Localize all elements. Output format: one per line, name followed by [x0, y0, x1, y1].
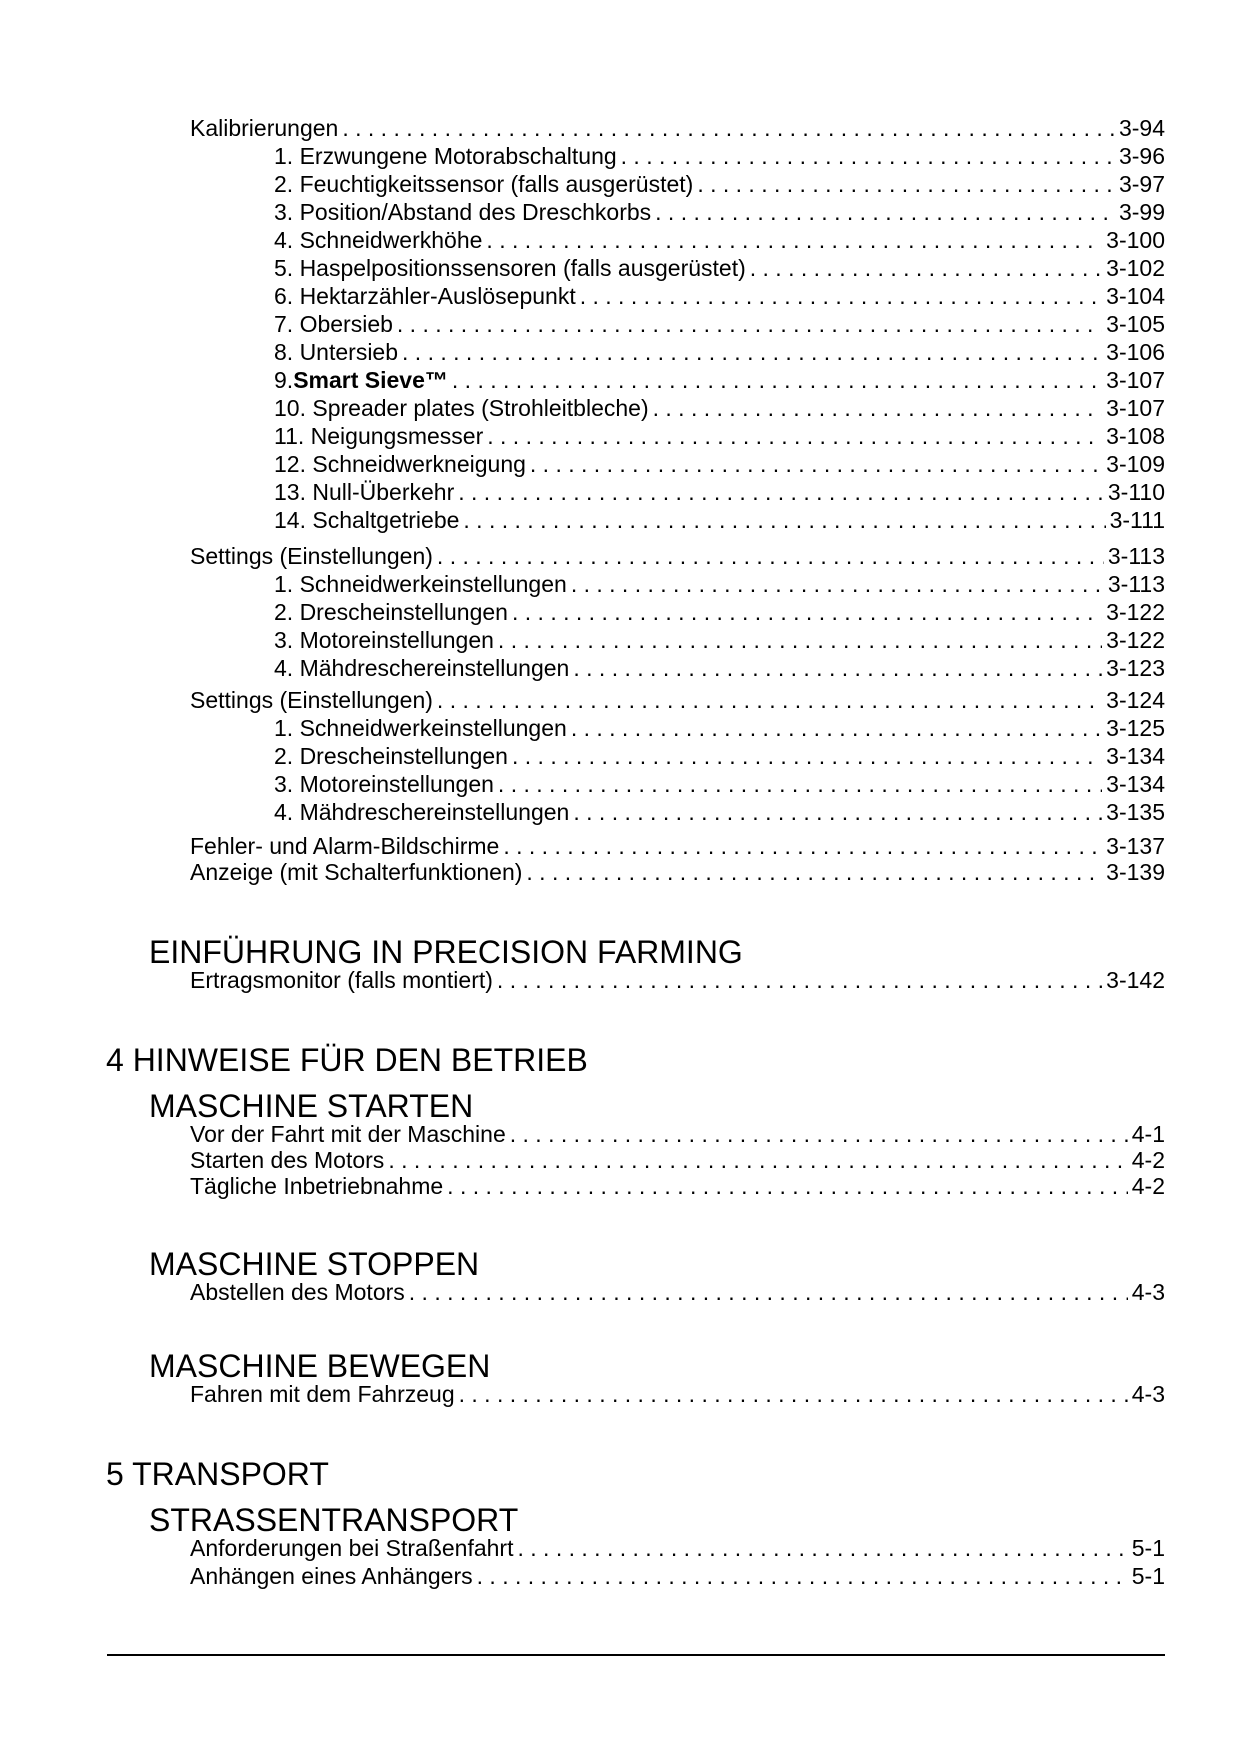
toc-entry-label: Starten des Motors: [190, 1147, 385, 1173]
toc-entry-label: Tägliche Inbetriebnahme: [190, 1173, 444, 1199]
toc-entry-label: 10. Spreader plates (Strohleitbleche): [274, 395, 649, 421]
toc-entry-page: 3-99: [1118, 199, 1165, 225]
dot-leader: [573, 654, 1102, 682]
toc-entry-label: 2. Feuchtigkeitssensor (falls ausgerüstet): [274, 171, 694, 197]
toc-entry-page: 5-1: [1131, 1535, 1165, 1561]
toc-entry-page: 4-2: [1131, 1173, 1165, 1199]
toc-entry-label: Settings (Einstellungen): [190, 687, 433, 713]
toc-entry[interactable]: [274, 170, 1165, 198]
toc-entry-page: 3-113: [1107, 543, 1165, 569]
toc-entry[interactable]: [190, 1534, 1165, 1562]
toc-entry-page: 3-134: [1106, 743, 1165, 769]
dot-leader: [621, 142, 1115, 170]
toc-entry-label: Ertragsmonitor (falls montiert): [190, 967, 493, 993]
dot-leader: [697, 170, 1115, 198]
toc-entry[interactable]: [274, 366, 1165, 394]
toc-entry-label: 2. Drescheinstellungen: [274, 599, 508, 625]
toc-entry[interactable]: [274, 338, 1165, 366]
toc-entry[interactable]: [274, 254, 1165, 282]
dot-leader: [530, 450, 1102, 478]
toc-entry-label: Anforderungen bei Straßenfahrt: [190, 1535, 514, 1561]
toc-entry[interactable]: [190, 858, 1165, 886]
dot-leader: [458, 478, 1104, 506]
toc-entry-label: [274, 366, 448, 394]
toc-entry-label: 8. Untersieb: [274, 339, 399, 365]
dot-leader: [437, 542, 1104, 570]
toc-entry[interactable]: [274, 310, 1165, 338]
toc-entry-label: 4. Mähdreschereinstellungen: [274, 655, 570, 681]
toc-entry-page: 4-3: [1131, 1279, 1165, 1305]
toc-entry-page: 4-2: [1131, 1147, 1165, 1173]
toc-entry[interactable]: [274, 226, 1165, 254]
toc-entry-label: 12. Schneidwerkneigung: [274, 451, 526, 477]
smart-sieve-label: Smart Sieve™: [293, 367, 448, 393]
toc-entry-page: 3-109: [1106, 451, 1165, 477]
section-heading: MASCHINE STOPPEN: [149, 1246, 480, 1282]
toc-entry[interactable]: [274, 654, 1165, 682]
toc-entry[interactable]: [274, 142, 1165, 170]
dot-leader: [517, 1534, 1127, 1562]
toc-entry-label: Anzeige (mit Schalterfunktionen): [190, 859, 523, 885]
toc-entry[interactable]: [274, 742, 1165, 770]
dot-leader: [498, 770, 1102, 798]
chapter-heading: 5 TRANSPORT: [106, 1456, 329, 1492]
toc-entry-label: Abstellen des Motors: [190, 1279, 405, 1305]
toc-entry[interactable]: [274, 394, 1165, 422]
dot-leader: [526, 858, 1102, 886]
toc-entry[interactable]: [190, 1380, 1165, 1408]
toc-entry-label: 1. Erzwungene Motorabschaltung: [274, 143, 617, 169]
section-heading: STRASSENTRANSPORT: [149, 1502, 519, 1538]
toc-entry-page: 3-107: [1106, 395, 1165, 421]
toc-entry[interactable]: [190, 686, 1165, 714]
toc-entry[interactable]: [190, 832, 1165, 860]
toc-entry[interactable]: [274, 422, 1165, 450]
toc-entry[interactable]: [274, 598, 1165, 626]
toc-entry-page: 3-105: [1106, 311, 1165, 337]
toc-entry-page: 4-3: [1131, 1381, 1165, 1407]
toc-entry-page: 3-102: [1106, 255, 1165, 281]
toc-entry-page: 3-142: [1106, 967, 1165, 993]
dot-leader: [503, 832, 1102, 860]
footer-rule: [107, 1654, 1165, 1656]
toc-entry-label: 6. Hektarzähler-Auslösepunkt: [274, 283, 576, 309]
toc-entry-label: Anhängen eines Anhängers: [190, 1563, 473, 1589]
toc-entry-page: 3-106: [1106, 339, 1165, 365]
toc-entry-page: 5-1: [1131, 1563, 1165, 1589]
toc-entry-label: 7. Obersieb: [274, 311, 393, 337]
toc-entry[interactable]: [190, 1562, 1165, 1590]
toc-entry[interactable]: [274, 626, 1165, 654]
toc-entry[interactable]: [190, 966, 1165, 994]
toc-entry-label: 3. Motoreinstellungen: [274, 627, 494, 653]
toc-entry-label: 11. Neigungsmesser: [274, 423, 484, 449]
dot-leader: [388, 1146, 1127, 1174]
toc-entry-label: 13. Null-Überkehr: [274, 479, 455, 505]
dot-leader: [447, 1172, 1128, 1200]
toc-entry[interactable]: [274, 282, 1165, 310]
toc-entry-page: 3-123: [1106, 655, 1165, 681]
dot-leader: [655, 198, 1115, 226]
chapter-heading: 4 HINWEISE FÜR DEN BETRIEB: [106, 1042, 588, 1078]
toc-entry-page: 3-110: [1107, 479, 1165, 505]
dot-leader: [402, 338, 1102, 366]
toc-entry-page: 3-139: [1106, 859, 1165, 885]
dot-leader: [437, 686, 1102, 714]
toc-entry-page: 4-1: [1131, 1121, 1165, 1147]
dot-leader: [477, 1562, 1128, 1590]
toc-entry-label: Vor der Fahrt mit der Maschine: [190, 1121, 506, 1147]
toc-entry[interactable]: [274, 770, 1165, 798]
toc-entry[interactable]: [274, 450, 1165, 478]
section-heading: MASCHINE STARTEN: [149, 1088, 474, 1124]
toc-entry-label: Settings (Einstellungen): [190, 543, 433, 569]
toc-entry-label: 4. Schneidwerkhöhe: [274, 227, 483, 253]
toc-entry-page: 3-100: [1106, 227, 1165, 253]
dot-leader: [653, 394, 1103, 422]
dot-leader: [409, 1278, 1128, 1306]
toc-entry-page: 3-125: [1106, 715, 1165, 741]
toc-entry-page: 3-122: [1106, 599, 1165, 625]
dot-leader: [512, 742, 1102, 770]
toc-entry[interactable]: [274, 714, 1165, 742]
toc-entry-page: 3-122: [1106, 627, 1165, 653]
toc-entry-label: 3. Position/Abstand des Dreschkorbs: [274, 199, 652, 225]
section-heading: MASCHINE BEWEGEN: [149, 1348, 491, 1384]
toc-entry[interactable]: [274, 506, 1165, 534]
dot-leader: [397, 310, 1102, 338]
toc-entry-page: 3-134: [1106, 771, 1165, 797]
toc-entry-page: 3-94: [1118, 115, 1165, 141]
toc-entry[interactable]: [190, 114, 1165, 142]
toc-entry-label: Fehler- und Alarm-Bildschirme: [190, 833, 500, 859]
toc-entry-label: Fahren mit dem Fahrzeug: [190, 1381, 455, 1407]
dot-leader: [580, 282, 1102, 310]
dot-leader: [463, 506, 1105, 534]
toc-entry-page: 3-135: [1106, 799, 1165, 825]
toc-entry-page: 3-113: [1107, 571, 1165, 597]
dot-leader: [459, 1380, 1128, 1408]
dot-leader: [498, 626, 1102, 654]
dot-leader: [486, 226, 1102, 254]
toc-entry-label: 3. Motoreinstellungen: [274, 771, 494, 797]
dot-leader: [510, 1120, 1128, 1148]
toc-entry[interactable]: [190, 542, 1165, 570]
toc-entry-label: Kalibrierungen: [190, 115, 339, 141]
toc-entry[interactable]: [190, 1120, 1165, 1148]
toc-entry-label: 2. Drescheinstellungen: [274, 743, 508, 769]
dot-leader: [497, 966, 1102, 994]
toc-entry[interactable]: [274, 198, 1165, 226]
toc-entry-page: 3-107: [1106, 367, 1165, 393]
toc-entry-page: 3-96: [1118, 143, 1165, 169]
toc-entry[interactable]: [274, 478, 1165, 506]
dot-leader: [573, 798, 1102, 826]
toc-entry-number: 9.: [274, 367, 294, 393]
toc-entry[interactable]: [190, 1172, 1165, 1200]
dot-leader: [512, 598, 1102, 626]
toc-entry-page: 3-111: [1109, 507, 1165, 533]
toc-entry-label: 1. Schneidwerkeinstellungen: [274, 715, 567, 741]
toc-entry[interactable]: [190, 1146, 1165, 1174]
toc-entry[interactable]: [274, 798, 1165, 826]
toc-entry-label: 1. Schneidwerkeinstellungen: [274, 571, 567, 597]
toc-entry-label: 4. Mähdreschereinstellungen: [274, 799, 570, 825]
toc-entry-label: 14. Schaltgetriebe: [274, 507, 460, 533]
dot-leader: [571, 714, 1102, 742]
dot-leader: [487, 422, 1102, 450]
toc-entry[interactable]: [274, 570, 1165, 598]
toc-entry-page: 3-97: [1118, 171, 1165, 197]
toc-entry-page: 3-137: [1106, 833, 1165, 859]
toc-entry-label: 5. Haspelpositionssensoren (falls ausgerüstet): [274, 255, 746, 281]
toc-entry-page: 3-104: [1106, 283, 1165, 309]
dot-leader: [750, 254, 1102, 282]
section-heading: EINFÜHRUNG IN PRECISION FARMING: [149, 934, 743, 970]
dot-leader: [571, 570, 1104, 598]
toc-entry-page: 3-124: [1106, 687, 1165, 713]
dot-leader: [342, 114, 1115, 142]
dot-leader: [452, 366, 1102, 394]
toc-entry-page: 3-108: [1106, 423, 1165, 449]
toc-entry[interactable]: [190, 1278, 1165, 1306]
